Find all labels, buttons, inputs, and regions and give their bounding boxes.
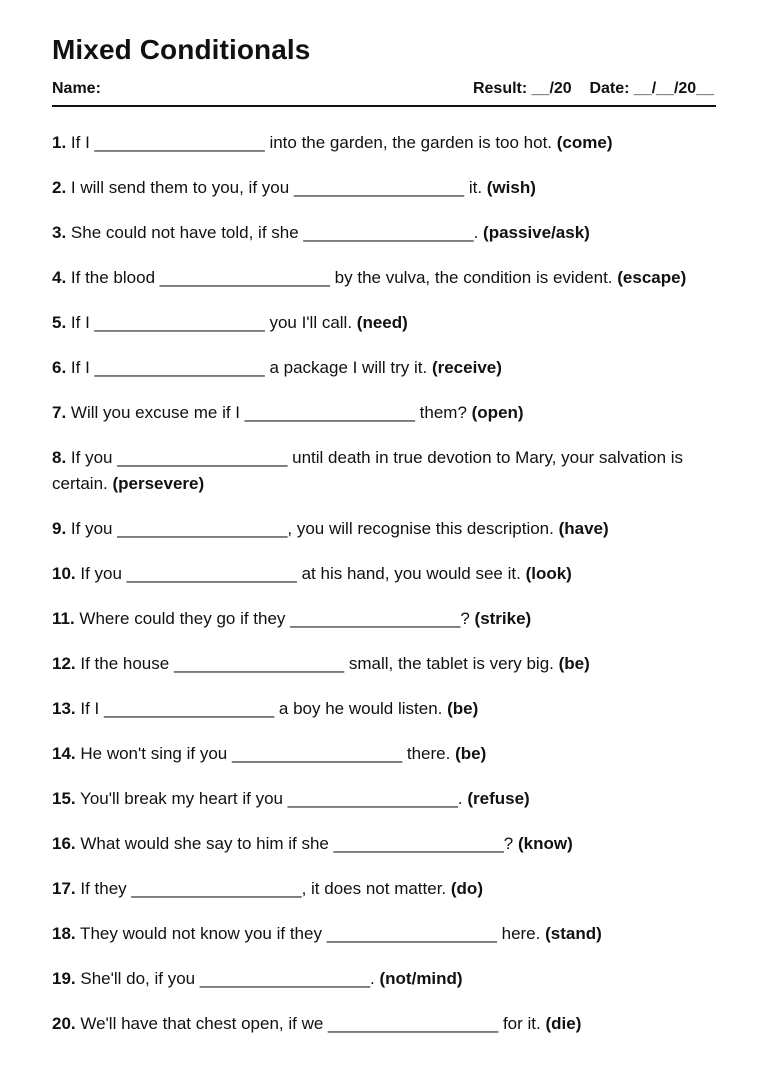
answer-blank: __________________: [126, 564, 297, 583]
verb-hint: (be): [447, 699, 479, 718]
question-number: 17.: [52, 879, 76, 898]
question-text: They would not know you if they: [75, 924, 327, 943]
question-text: until death in true devotion to Mary, your salvation is certain.: [52, 448, 684, 493]
question-text: If I: [66, 133, 95, 152]
verb-hint: (need): [356, 313, 408, 332]
question-number: 4.: [52, 268, 67, 287]
question-item: [52, 651, 692, 677]
answer-blank: __________________: [94, 313, 265, 332]
verb-hint: (be): [455, 744, 487, 763]
verb-hint: (not/mind): [379, 969, 463, 988]
verb-hint: (die): [545, 1014, 582, 1033]
question-number: 3.: [52, 223, 67, 242]
answer-blank: __________________: [287, 789, 458, 808]
verb-hint: (open): [471, 403, 524, 422]
question-text: at his hand, you would see it.: [296, 564, 526, 583]
question-text: here.: [496, 924, 546, 943]
question-text: Where could they go if they: [74, 609, 291, 628]
answer-blank: __________________: [290, 609, 461, 628]
question-text: If they: [75, 879, 132, 898]
question-text: it.: [464, 178, 487, 197]
question-text: .: [473, 223, 484, 242]
question-text: He won't sing if you: [75, 744, 232, 763]
question-text: What would she say to him if she: [75, 834, 334, 853]
verb-hint: (passive/ask): [483, 223, 590, 242]
question-item: [52, 400, 692, 426]
question-item: [52, 355, 692, 381]
question-item: [52, 921, 692, 947]
question-text: If I: [75, 699, 104, 718]
answer-blank: __________________: [231, 744, 403, 763]
question-text: If you: [75, 564, 127, 583]
page-title: Mixed Conditionals: [52, 34, 311, 65]
answer-blank: __________________: [303, 223, 474, 242]
verb-hint: (persevere): [112, 474, 205, 493]
answer-blank: __________________: [117, 519, 288, 538]
question-text: , it does not matter.: [301, 879, 451, 898]
verb-hint: (look): [525, 564, 572, 583]
question-text: you I'll call.: [264, 313, 357, 332]
question-text: ?: [460, 609, 475, 628]
answer-blank: __________________: [328, 1014, 499, 1033]
question-number: 6.: [52, 358, 67, 377]
question-item: [52, 606, 692, 632]
question-number: 14.: [52, 744, 76, 763]
result-date-label: Result: __/20 Date: __/__/20__: [472, 80, 714, 97]
question-number: 8.: [52, 448, 67, 467]
question-item: [52, 786, 692, 812]
question-text: You'll break my heart if you: [75, 789, 288, 808]
question-text: small, the tablet is very big.: [344, 654, 559, 673]
verb-hint: (have): [558, 519, 609, 538]
question-item: [52, 130, 692, 156]
question-number: 2.: [52, 178, 67, 197]
question-item: [52, 516, 692, 542]
answer-blank: __________________: [333, 834, 504, 853]
verb-hint: (stand): [545, 924, 602, 943]
answer-blank: __________________: [159, 268, 330, 287]
question-text: If I: [66, 358, 95, 377]
verb-hint: (wish): [486, 178, 536, 197]
question-number: 10.: [52, 564, 76, 583]
question-number: 18.: [52, 924, 76, 943]
answer-blank: __________________: [117, 448, 288, 467]
verb-hint: (escape): [617, 268, 687, 287]
question-item: [52, 265, 692, 291]
verb-hint: (receive): [431, 358, 502, 377]
question-number: 9.: [52, 519, 67, 538]
question-item: [52, 1011, 692, 1037]
question-item: [52, 220, 692, 246]
question-item: [52, 445, 692, 497]
question-text: If I: [66, 313, 95, 332]
question-item: [52, 696, 692, 722]
verb-hint: (strike): [474, 609, 532, 628]
header-divider: [52, 105, 716, 107]
question-item: [52, 175, 692, 201]
question-text: If the house: [75, 654, 174, 673]
question-item: [52, 310, 692, 336]
question-number: 20.: [52, 1014, 76, 1033]
question-text: for it.: [498, 1014, 546, 1033]
question-item: [52, 741, 692, 767]
question-text: She'll do, if you: [75, 969, 200, 988]
question-text: If the blood: [66, 268, 160, 287]
answer-blank: __________________: [131, 879, 302, 898]
verb-hint: (know): [517, 834, 573, 853]
verb-hint: (refuse): [467, 789, 530, 808]
question-text: into the garden, the garden is too hot.: [264, 133, 557, 152]
question-text: there.: [402, 744, 456, 763]
question-item: [52, 561, 692, 587]
question-text: If you: [66, 448, 118, 467]
question-item: [52, 831, 692, 857]
name-label: Name:: [52, 80, 101, 97]
answer-blank: __________________: [244, 403, 415, 422]
question-text: She could not have told, if she: [66, 223, 304, 242]
verb-hint: (be): [558, 654, 590, 673]
answer-blank: __________________: [103, 699, 275, 718]
question-text: .: [370, 969, 380, 988]
answer-blank: __________________: [199, 969, 371, 988]
question-text: a boy he would listen.: [274, 699, 448, 718]
answer-blank: __________________: [94, 133, 265, 152]
question-text: , you will recognise this description.: [287, 519, 559, 538]
question-number: 1.: [52, 133, 67, 152]
question-text: .: [457, 789, 468, 808]
worksheet-header: [52, 80, 716, 100]
question-item: [52, 876, 692, 902]
question-text: We'll have that chest open, if we: [75, 1014, 329, 1033]
question-number: 13.: [52, 699, 76, 718]
question-number: 12.: [52, 654, 76, 673]
answer-blank: __________________: [293, 178, 465, 197]
answer-blank: __________________: [326, 924, 497, 943]
question-number: 15.: [52, 789, 76, 808]
verb-hint: (do): [450, 879, 483, 898]
question-number: 11.: [52, 609, 75, 628]
answer-blank: __________________: [94, 358, 265, 377]
question-text: If you: [66, 519, 118, 538]
question-list: [52, 130, 692, 1056]
question-item: [52, 966, 692, 992]
question-text: them?: [414, 403, 472, 422]
question-text: I will send them to you, if you: [66, 178, 294, 197]
verb-hint: (come): [556, 133, 613, 152]
question-number: 16.: [52, 834, 76, 853]
question-text: by the vulva, the condition is evident.: [329, 268, 618, 287]
question-text: ?: [503, 834, 518, 853]
question-number: 5.: [52, 313, 67, 332]
answer-blank: __________________: [173, 654, 345, 673]
question-text: a package I will try it.: [264, 358, 432, 377]
question-number: 19.: [52, 969, 76, 988]
question-text: Will you excuse me if I: [66, 403, 245, 422]
question-number: 7.: [52, 403, 67, 422]
